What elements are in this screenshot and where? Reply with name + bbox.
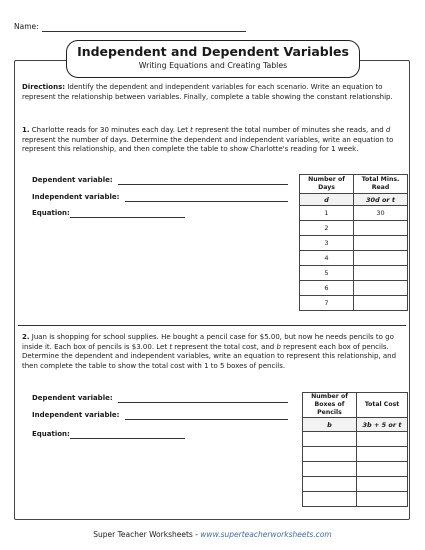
independent-answer-line-1[interactable] — [125, 201, 288, 202]
table-cell[interactable] — [354, 236, 408, 251]
table-cell[interactable] — [354, 281, 408, 296]
section-divider — [18, 325, 406, 326]
variable-d: d — [385, 126, 391, 134]
table-row — [300, 281, 408, 296]
problem-1-text-part: Charlotte reads for 30 minutes each day. Let — [31, 126, 191, 134]
problem-2-text-part: Juan is shopping for school supplies. He bought a pencil case for $5.00, but now he needs pencils to go inside it. Each box of pencils is $3.00. Let — [22, 333, 394, 351]
table-row — [300, 206, 408, 221]
independent-label-2: Independent variable: — [32, 411, 120, 419]
table-row — [300, 251, 408, 266]
table-cell[interactable] — [303, 492, 357, 507]
footer — [0, 530, 425, 539]
table-cell[interactable]: 2 — [300, 221, 354, 236]
table-variable: 30d or t — [354, 194, 408, 206]
table-variable: d — [300, 194, 354, 206]
table-cell[interactable]: 1 — [300, 206, 354, 221]
problem-1-text — [22, 126, 400, 155]
table-cell[interactable] — [303, 432, 357, 447]
table-header: Number of Days — [300, 175, 354, 194]
page-subtitle: Writing Equations and Creating Tables — [138, 61, 288, 70]
table-row — [303, 462, 408, 477]
table-row — [303, 432, 408, 447]
equation-label-1: Equation: — [32, 209, 70, 217]
table-cell[interactable] — [354, 221, 408, 236]
variable-t: t — [169, 342, 173, 351]
variable-t: t — [190, 126, 193, 134]
table-cell[interactable]: 4 — [300, 251, 354, 266]
table-variable: b — [303, 418, 357, 432]
table-cell[interactable]: 30 — [354, 206, 408, 221]
problem-1-text-part: represent the total number of minutes she reads, and — [192, 126, 386, 134]
table-cell[interactable] — [303, 462, 357, 477]
name-line[interactable] — [42, 31, 246, 32]
dependent-answer-line-2[interactable] — [118, 402, 288, 403]
table-cell[interactable] — [354, 251, 408, 266]
problem-1-number: 1. — [22, 126, 30, 134]
dependent-label-1: Dependent variable: — [32, 176, 113, 184]
table-header: Total Mins. Read — [354, 175, 408, 194]
dependent-answer-line-1[interactable] — [118, 184, 288, 185]
table-row — [303, 492, 408, 507]
cost-table — [302, 392, 408, 507]
footer-brand: Super Teacher Worksheets - — [93, 530, 201, 539]
table-row — [300, 296, 408, 311]
equation-answer-line-1[interactable] — [70, 217, 185, 218]
equation-label-2: Equation: — [32, 430, 70, 438]
independent-answer-line-2[interactable] — [125, 419, 288, 420]
table-cell[interactable] — [357, 462, 408, 477]
table-variable: 3b + 5 or t — [357, 418, 408, 432]
problem-1-text-part: represent the number of days. Determine the dependent and independent variables, write an equation to represent this relationship, and then complete the table to show Charlotte's reading for 1 week. — [22, 135, 394, 154]
page-title: Independent and Dependent Variables — [77, 44, 349, 59]
name-label: Name: — [14, 22, 39, 31]
problem-2-text-part: represent each box of pencils. Determine the dependent and independent variables, write an equation to represent this relationship, and then complete the table to show the total cost with 1 to 5 boxes of pencils. — [22, 342, 397, 370]
table-cell[interactable] — [303, 477, 357, 492]
variable-b: b — [276, 342, 281, 351]
table-row — [303, 447, 408, 462]
directions-label: Directions: — [22, 83, 66, 91]
footer-url[interactable]: www.superteacherworksheets.com — [200, 530, 332, 539]
table-cell[interactable] — [357, 447, 408, 462]
problem-2-text-part: represent the total cost, and — [172, 342, 277, 351]
reading-table — [299, 174, 408, 311]
table-cell[interactable] — [354, 296, 408, 311]
problem-2-text — [22, 333, 400, 371]
table-header: Number of Boxes of Pencils — [303, 393, 357, 418]
table-cell[interactable] — [357, 432, 408, 447]
table-cell[interactable] — [357, 477, 408, 492]
table-cell[interactable]: 7 — [300, 296, 354, 311]
table-row — [300, 221, 408, 236]
table-row — [300, 266, 408, 281]
table-row — [303, 477, 408, 492]
table-cell[interactable]: 6 — [300, 281, 354, 296]
table-header: Total Cost — [357, 393, 408, 418]
independent-label-1: Independent variable: — [32, 193, 120, 201]
table-cell[interactable]: 3 — [300, 236, 354, 251]
table-row — [300, 236, 408, 251]
table-cell[interactable]: 5 — [300, 266, 354, 281]
directions — [22, 83, 400, 102]
directions-text: Identify the dependent and independent variables for each scenario. Write an equation to represent the relationship between variables. Finally, complete a table showing the constant relationship. — [22, 83, 393, 101]
dependent-label-2: Dependent variable: — [32, 394, 113, 402]
table-cell[interactable] — [357, 492, 408, 507]
title-box — [66, 40, 360, 78]
table-cell[interactable] — [303, 447, 357, 462]
equation-answer-line-2[interactable] — [70, 438, 185, 439]
problem-2-number: 2. — [22, 333, 30, 341]
table-cell[interactable] — [354, 266, 408, 281]
